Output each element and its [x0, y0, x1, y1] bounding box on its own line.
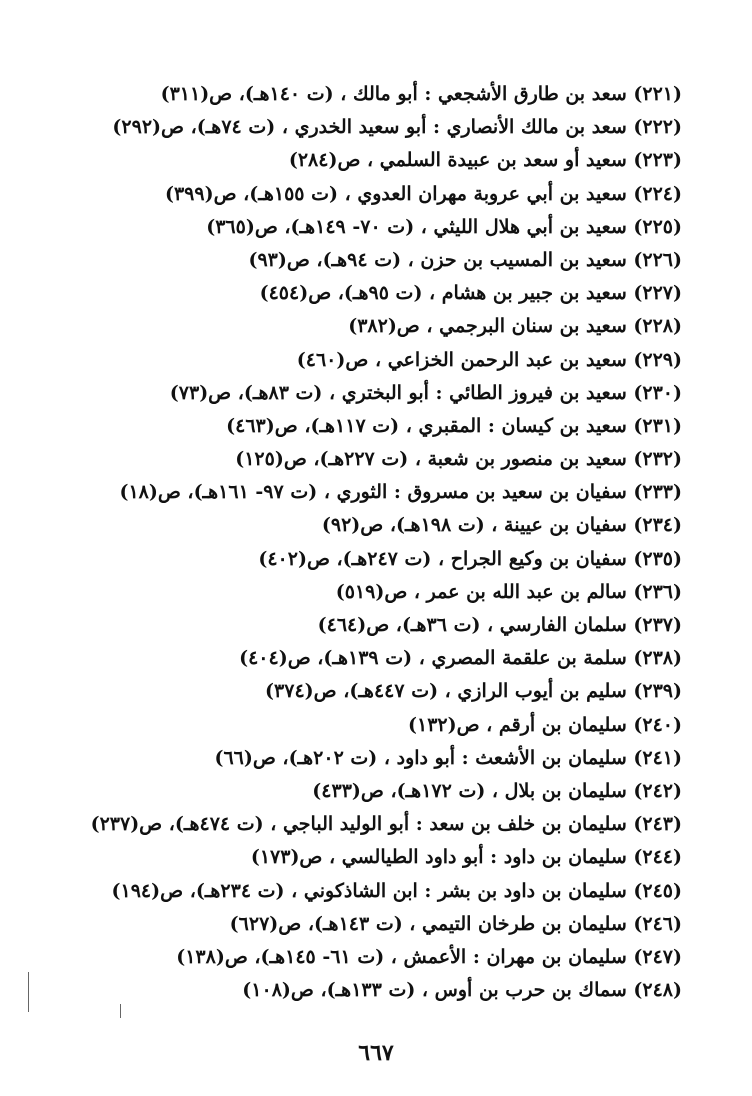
index-entry: (٢٢١) سعد بن طارق الأشجعي : أبو مالك ، (ت ١٤٠هـ)، ص(٣١١): [160, 83, 682, 105]
scan-edge-mark: [120, 1004, 121, 1018]
index-entry: (٢٣٨) سلمة بن علقمة المصري ، (ت ١٣٩هـ)، ص(٤٠٤): [239, 647, 682, 670]
index-entry: (٢٣٣) سفيان بن سعيد بن مسروق : الثوري ، (ت ٩٧- ١٦١هـ)، ص(١٨): [119, 481, 682, 504]
index-entry: (٢٤٠) سليمان بن أرقم ، ص(١٣٢): [407, 713, 682, 736]
index-entry: (٢٢٥) سعيد بن أبي هلال الليثي ، (ت ٧٠- ١٤٩هـ)، ص(٣٦٥): [206, 215, 682, 238]
name-index-list: [62, 78, 682, 1007]
index-entry: (٢٣٦) سالم بن عبد الله بن عمر ، ص(٥١٩): [335, 580, 682, 603]
index-entry: (٢٢٨) سعيد بن سنان البرجمي ، ص(٣٨٢): [348, 315, 682, 338]
index-entry: (٢٤٥) سليمان بن داود بن بشر : ابن الشاذكوني ، (ت ٢٣٤هـ)، ص(١٩٤): [111, 879, 682, 902]
index-entry: (٢٣٧) سلمان الفارسي ، (ت ٣٦هـ)، ص(٤٦٤): [317, 614, 682, 636]
index-entry: (٢٤٢) سليمان بن بلال ، (ت ١٧٢هـ)، ص(٤٣٣): [312, 779, 682, 802]
index-entry: (٢٢٩) سعيد بن عبد الرحمن الخزاعي ، ص(٤٦٠): [296, 348, 682, 371]
scan-edge-mark: [28, 972, 29, 1012]
index-entry: (٢٣٩) سليم بن أيوب الرازي ، (ت ٤٤٧هـ)، ص(٣٧٤): [265, 680, 682, 703]
index-entry: (٢٤٤) سليمان بن داود : أبو داود الطيالسي ، ص(١٧٣): [250, 846, 682, 869]
index-entry: (٢٤١) سليمان بن الأشعث : أبو داود ، (ت ٢٠٢هـ)، ص(٦٦): [214, 746, 682, 769]
index-entry: (٢٣٥) سفيان بن وكيع الجراح ، (ت ٢٤٧هـ)، ص(٤٠٢): [258, 547, 682, 570]
page-number: ٦٦٧: [358, 1040, 394, 1066]
index-entry: (٢٢٣) سعيد أو سعد بن عبيدة السلمي ، ص(٢٨٤): [288, 149, 682, 172]
index-entry: (٢٣٢) سعيد بن منصور بن شعبة ، (ت ٢٢٧هـ)، ص(١٢٥): [235, 448, 682, 471]
index-entry: (٢٤٦) سليمان بن طرخان التيمي ، (ت ١٤٣هـ)، ص(٦٢٧): [229, 912, 682, 935]
index-entry: (٢٣١) سعيد بن كيسان : المقبري ، (ت ١١٧هـ)، ص(٤٦٣): [226, 414, 682, 437]
index-entry: (٢٤٨) سماك بن حرب بن أوس ، (ت ١٣٣هـ)، ص(١٠٨): [242, 979, 682, 1002]
index-entry: (٢٢٧) سعيد بن جبير بن هشام ، (ت ٩٥هـ)، ص(٤٥٤): [259, 282, 682, 305]
index-entry: (٢٤٧) سليمان بن مهران : الأعمش ، (ت ٦١- ١٤٥هـ)، ص(١٣٨): [176, 945, 682, 968]
index-entry: (٢٣٤) سفيان بن عيينة ، (ت ١٩٨هـ)، ص(٩٢): [321, 514, 682, 537]
index-entry: (٢٢٦) سعيد بن المسيب بن حزن ، (ت ٩٤هـ)، ص(٩٣): [248, 248, 682, 271]
index-entry: (٢٢٤) سعيد بن أبي عروبة مهران العدوي ، (ت ١٥٥هـ)، ص(٣٩٩): [164, 182, 682, 205]
index-entry: (٢٤٣) سليمان بن خلف بن سعد : أبو الوليد الباجي ، (ت ٤٧٤هـ)، ص(٢٣٧): [90, 813, 682, 836]
index-entry: (٢٢٢) سعد بن مالك الأنصاري : أبو سعيد الخدري ، (ت ٧٤هـ)، ص(٢٩٢): [112, 116, 682, 139]
index-entry: (٢٣٠) سعيد بن فيروز الطائي : أبو البختري ، (ت ٨٣هـ)، ص(٧٣): [169, 381, 682, 404]
